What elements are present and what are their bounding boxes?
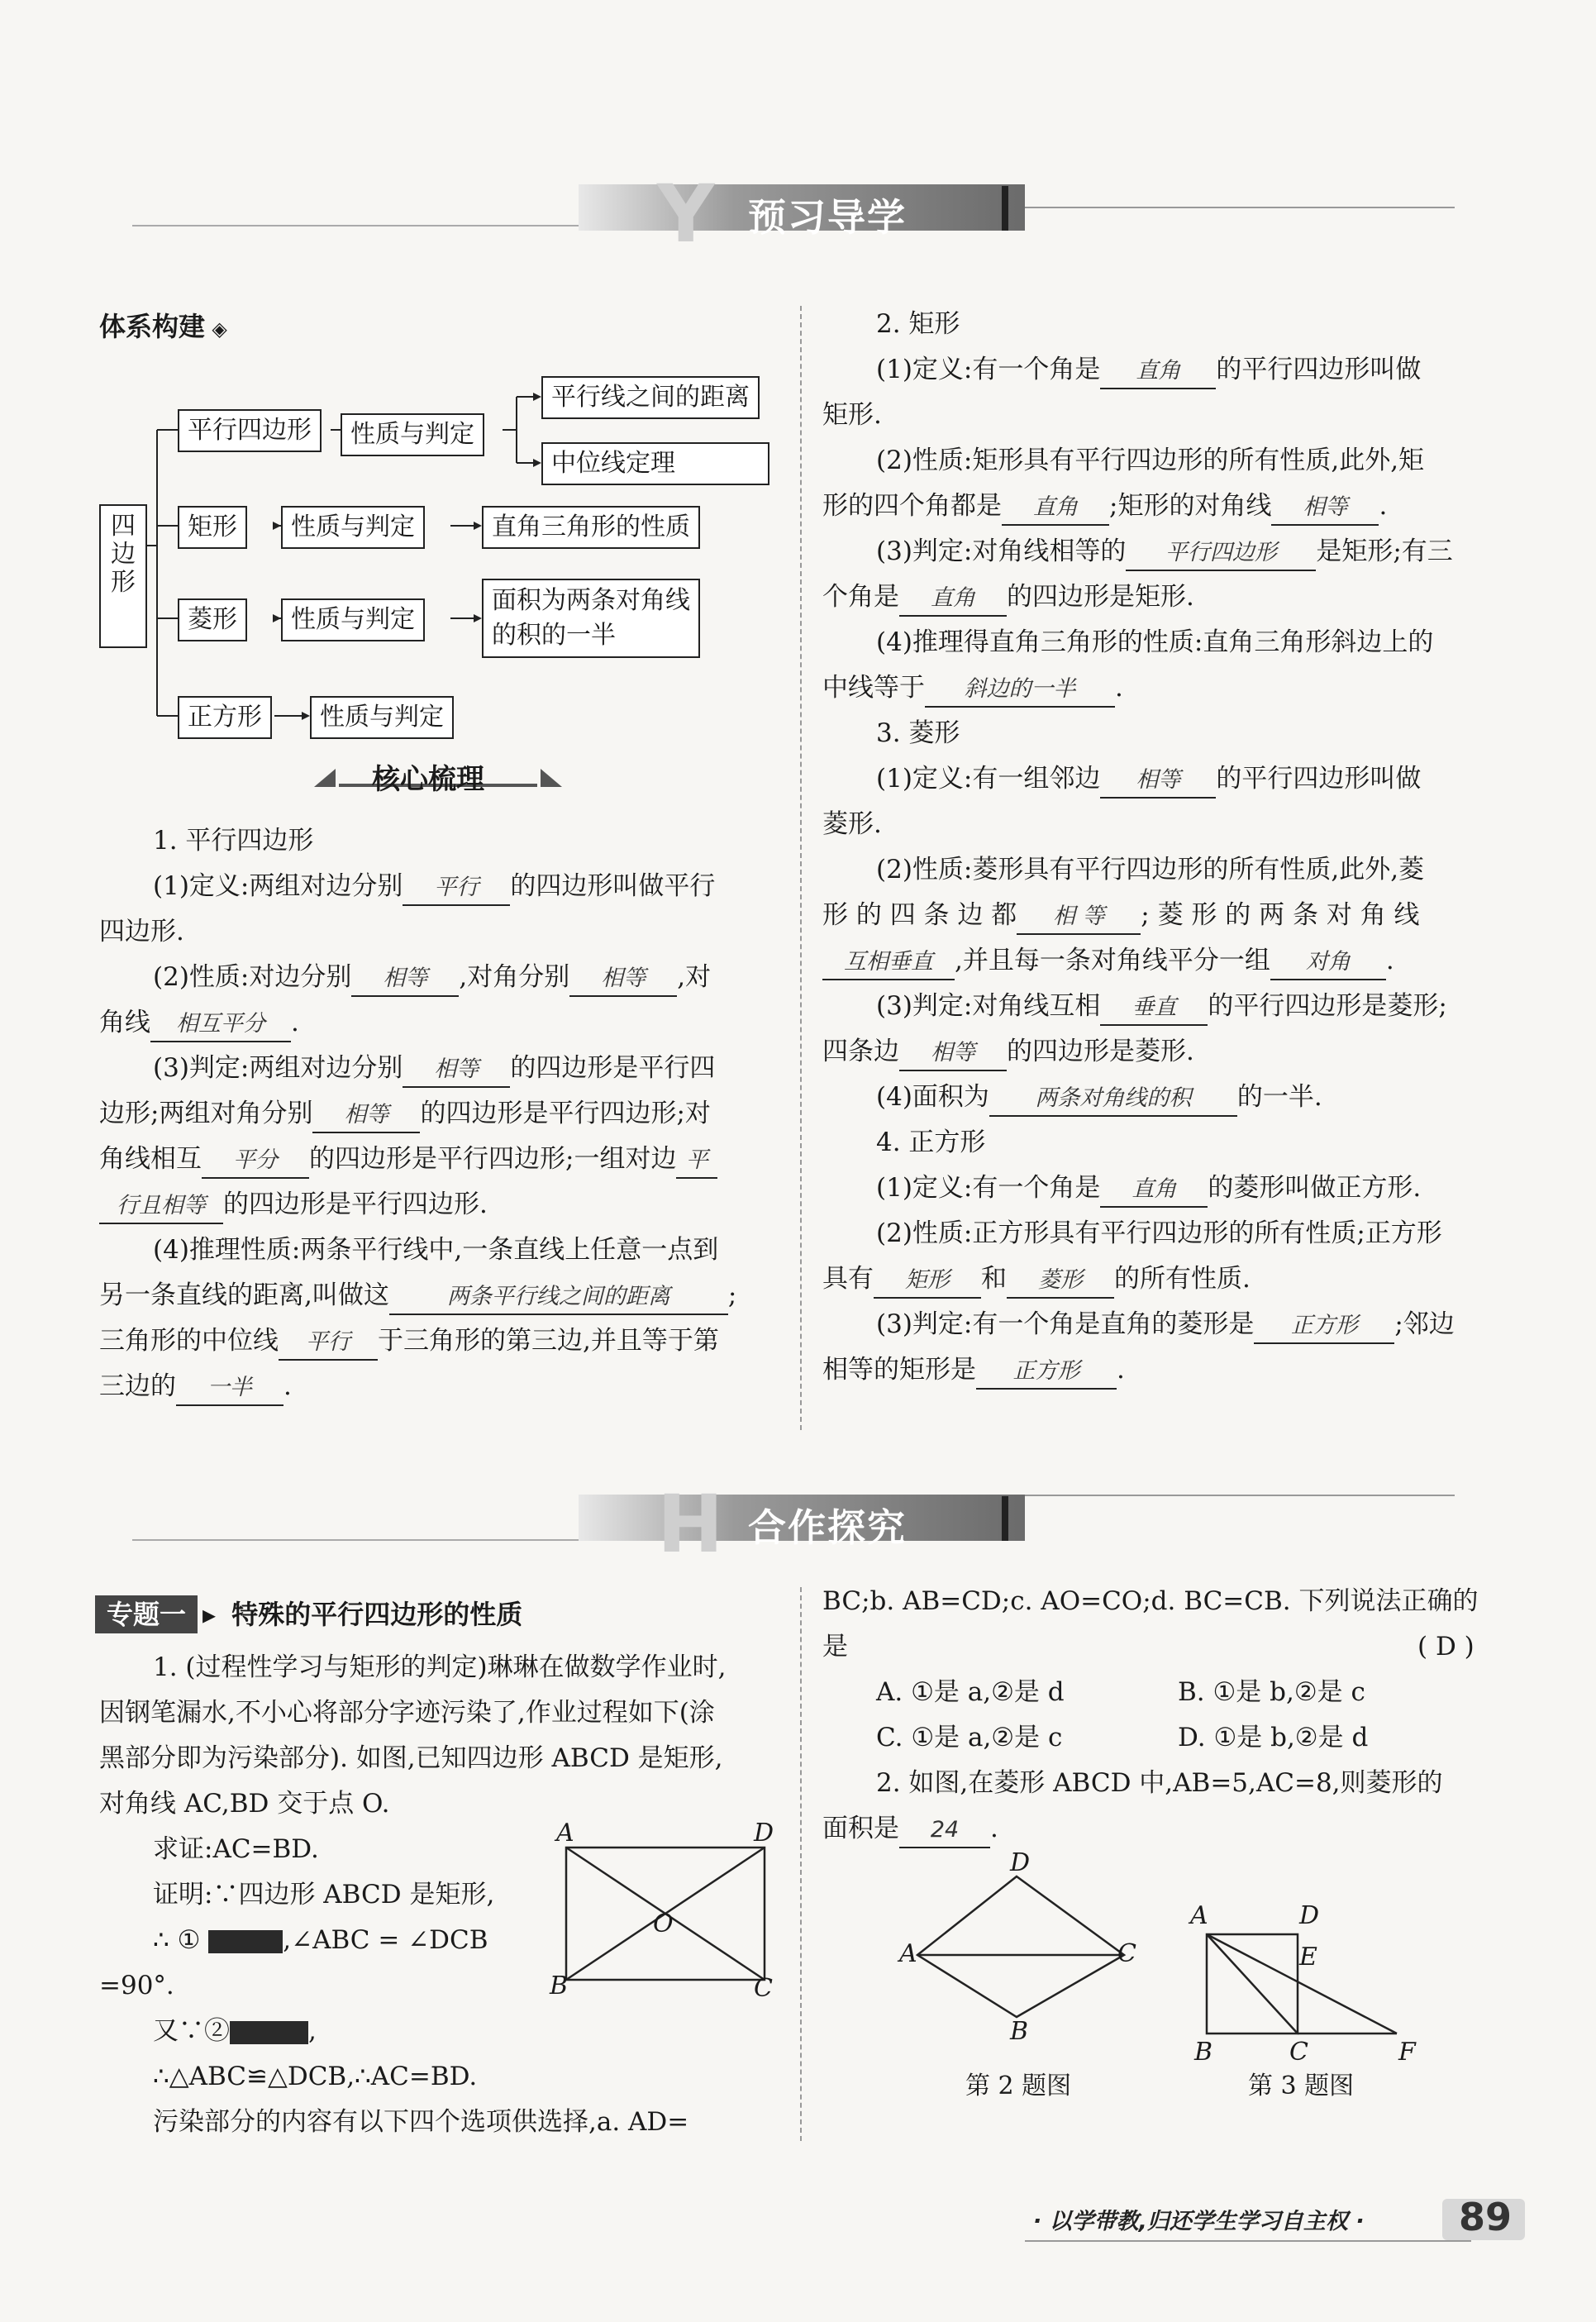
q1-line3: 黑部分即为污染部分). 如图,已知四边形 ABCD 是矩形, xyxy=(99,1743,723,1773)
p4-prop-line1: (2)性质:正方形具有平行四边形的所有性质;正方形 xyxy=(876,1218,1442,1248)
banner-preview xyxy=(579,168,1025,260)
p1-prop-line1: (2)性质:对边分别 相等 ,对角分别 相等 ,对 xyxy=(153,955,711,1000)
column-divider-top xyxy=(800,306,802,1430)
p1-infer-line2: 另一条直线的距离,叫做这 两条平行线之间的距离 ; xyxy=(99,1273,736,1318)
p2-def-line1: (1)定义:有一个角是 直角 的平行四边形叫做 xyxy=(876,347,1421,393)
q1-label-o: O xyxy=(653,1910,674,1938)
p1-def-line1: (1)定义:两组对边分别 平行 的四边形叫做平行 xyxy=(153,864,715,909)
p1-judge-line2: 边形;两组对角分别 相等 的四边形是平行四边形;对 xyxy=(99,1091,711,1137)
diagram-parallelogram-props: 性质与判定 xyxy=(341,413,484,456)
p3-prop-line3: 互相垂直 ,并且每一条对角线平分一组 对角 . xyxy=(822,938,1394,984)
banner2-title: 合作探究 xyxy=(748,1505,907,1550)
q1r-option-d: D. ①是 b,②是 d xyxy=(1178,1723,1369,1752)
p3-prop-line1: (2)性质:菱形具有平行四边形的所有性质,此外,菱 xyxy=(876,855,1425,884)
p2-infer-line2: 中线等于 斜边的一半 . xyxy=(822,665,1123,711)
diagram-distance: 平行线之间的距离 xyxy=(541,376,760,419)
p4-judge-line1: (3)判定:有一个角是直角的菱形是 正方形 ;邻边 xyxy=(876,1302,1455,1347)
p1-infer-line4: 三边的 一半 . xyxy=(99,1364,292,1409)
q3-label-b: B xyxy=(1194,2038,1213,2067)
q2-line2: 面积是 24 . xyxy=(822,1806,998,1852)
diagram-rectangle: 矩形 xyxy=(178,506,247,549)
q1r-option-c: C. ①是 a,②是 c xyxy=(876,1723,1063,1752)
q2-caption: 第 2 题图 xyxy=(965,2072,1072,2100)
q1r-answer: ( D ) xyxy=(1417,1632,1475,1662)
p4-def-line: (1)定义:有一个角是 直角 的菱形叫做正方形. xyxy=(876,1166,1421,1211)
q2-label-d: D xyxy=(1010,1848,1031,1877)
p2-judge-line2: 个角是 直角 的四边形是矩形. xyxy=(822,575,1194,620)
q1-line1: 1. (过程性学习与矩形的判定)琳琳在做数学作业时, xyxy=(153,1652,727,1682)
q3-label-f: F xyxy=(1398,2038,1416,2067)
q1-line6: 证明:∵四边形 ABCD 是矩形, xyxy=(153,1880,495,1910)
p1-def-line2: 四边形. xyxy=(99,917,184,946)
q2-label-b: B xyxy=(1010,2017,1029,2046)
p3-title: 3. 菱形 xyxy=(876,718,960,748)
p2-prop-line1: (2)性质:矩形具有平行四边形的所有性质,此外,矩 xyxy=(876,446,1425,475)
q1-label-d: D xyxy=(754,1819,774,1848)
q1-line5: 求证:AC=BD. xyxy=(153,1834,319,1864)
diagram-rhombus-props: 性质与判定 xyxy=(281,598,425,641)
p3-judge-line2: 四条边 相等 的四边形是菱形. xyxy=(822,1029,1194,1075)
banner2-rule-left xyxy=(132,1539,579,1541)
banner2-rule-right xyxy=(1025,1495,1455,1496)
q1-line2: 因钢笔漏水,不小心将部分字迹污染了,作业过程如下(涂 xyxy=(99,1698,715,1728)
ink-blot-2 xyxy=(230,2021,308,2044)
footer-slogan: · 以学带教,归还学生学习自主权 · xyxy=(1033,2209,1365,2234)
p1-judge-line3: 角线相互 平分 的四边形是平行四边形;一组对边 平 xyxy=(99,1137,717,1182)
diagram-area xyxy=(482,579,700,658)
q1r-line2: 是 xyxy=(822,1632,848,1662)
banner-coop xyxy=(579,1478,1025,1571)
diagram-midline: 中位线定理 xyxy=(541,442,769,485)
q1-label-a: A xyxy=(556,1819,574,1848)
q3-label-e: E xyxy=(1299,1943,1317,1972)
diagram-square: 正方形 xyxy=(178,696,272,739)
diagram-parallelogram: 平行四边形 xyxy=(178,409,322,452)
p2-def-line2: 矩形. xyxy=(822,400,882,430)
banner-rule-right xyxy=(1025,207,1455,208)
topic-header: 专题一 ▸ 特殊的平行四边形的性质 xyxy=(95,1594,522,1632)
q1-line9: 又∵② , xyxy=(153,2016,317,2046)
p4-judge-line2: 相等的矩形是 正方形 . xyxy=(822,1347,1125,1393)
diagram-rhombus: 菱形 xyxy=(178,598,247,641)
p4-prop-line2: 具有 矩形 和 菱形 的所有性质. xyxy=(822,1256,1251,1302)
p1-infer-line1: (4)推理性质:两条平行线中,一条直线上任意一点到 xyxy=(153,1235,719,1265)
q1r-option-b: B. ①是 b,②是 c xyxy=(1178,1677,1365,1707)
q2-label-c: C xyxy=(1117,1939,1136,1968)
p1-title: 1. 平行四边形 xyxy=(153,826,314,856)
diagram-root: 四边形 xyxy=(99,504,147,648)
p1-judge-line4: 行且相等 的四边形是平行四边形. xyxy=(99,1182,488,1228)
diagram-right-triangle: 直角三角形的性质 xyxy=(482,506,700,549)
diagram-rectangle-props: 性质与判定 xyxy=(281,506,425,549)
banner-rule-left xyxy=(132,225,579,226)
q2-label-a: A xyxy=(899,1939,917,1968)
q2-rhombus-figure xyxy=(901,1860,1149,2034)
q3-label-a: A xyxy=(1190,1901,1208,1930)
column-divider-bottom xyxy=(800,1587,802,2141)
q1-label-b: B xyxy=(550,1972,569,2000)
banner-title: 预习导学 xyxy=(748,195,907,240)
p2-judge-line1: (3)判定:对角线相等的 平行四边形 是矩形;有三 xyxy=(876,529,1453,575)
p2-title: 2. 矩形 xyxy=(876,309,960,339)
p1-judge-line1: (3)判定:两组对边分别 相等 的四边形是平行四 xyxy=(153,1046,715,1091)
q1-label-c: C xyxy=(754,1974,773,2003)
banner-letter: Y xyxy=(657,168,712,260)
topic-title: 特殊的平行四边形的性质 xyxy=(231,1599,523,1630)
footer-rule xyxy=(1025,2240,1471,2242)
diagram-area-line2: 的积的一半 xyxy=(492,621,616,650)
core-title: 核心梳理 xyxy=(372,763,484,796)
q1r-option-a: A. ①是 a,②是 d xyxy=(876,1677,1065,1707)
p1-prop-line2: 角线 相互平分 . xyxy=(99,1000,299,1046)
diagram-square-props: 性质与判定 xyxy=(310,696,454,739)
topic-tag: 专题一 xyxy=(95,1595,198,1633)
p3-judge-line1: (3)判定:对角线互相 垂直 的平行四边形是菱形; xyxy=(876,984,1447,1029)
p3-area-line: (4)面积为 两条对角线的积 的一半. xyxy=(876,1075,1322,1120)
p4-title: 4. 正方形 xyxy=(876,1128,986,1157)
p1-infer-line3: 三角形的中位线 平行 于三角形的第三边,并且等于第 xyxy=(99,1318,719,1364)
q3-label-d: D xyxy=(1299,1901,1320,1930)
q3-label-c: C xyxy=(1289,2038,1308,2067)
q3-caption: 第 3 题图 xyxy=(1248,2072,1355,2100)
page-number: 89 xyxy=(1459,2195,1513,2239)
banner2-letter: H xyxy=(657,1478,721,1571)
p2-infer-line1: (4)推理得直角三角形的性质:直角三角形斜边上的 xyxy=(876,627,1434,657)
q1-line10: ∴△ABC≌△DCB,∴AC=BD. xyxy=(153,2062,478,2091)
p3-def-line1: (1)定义:有一组邻边 相等 的平行四边形叫做 xyxy=(876,756,1421,802)
p2-prop-line2: 形的四个角都是 直角 ;矩形的对角线 相等 . xyxy=(822,484,1387,529)
ink-blot-1 xyxy=(208,1930,283,1953)
q1-line4: 对角线 AC,BD 交于点 O. xyxy=(99,1789,390,1819)
q1-line8: =90°. xyxy=(99,1971,174,2000)
q1r-line1: BC;b. AB=CD;c. AO=CO;d. BC=CB. 下列说法正确的 xyxy=(822,1586,1479,1616)
system-title: 体系构建 ◈ xyxy=(99,311,227,342)
q2-line1: 2. 如图,在菱形 ABCD 中,AB=5,AC=8,则菱形的 xyxy=(876,1768,1443,1798)
diagram-area-line1: 面积为两条对角线 xyxy=(492,586,690,615)
q1-line11: 污染部分的内容有以下四个选项供选择,a. AD= xyxy=(153,2107,689,2137)
q1-line7: ∴ ① ,∠ABC = ∠DCB xyxy=(153,1925,488,1955)
p3-def-line2: 菱形. xyxy=(822,809,882,839)
p3-prop-line2: 形 的 四 条 边 都 相 等 ; 菱 形 的 两 条 对 角 线 xyxy=(822,893,1420,938)
